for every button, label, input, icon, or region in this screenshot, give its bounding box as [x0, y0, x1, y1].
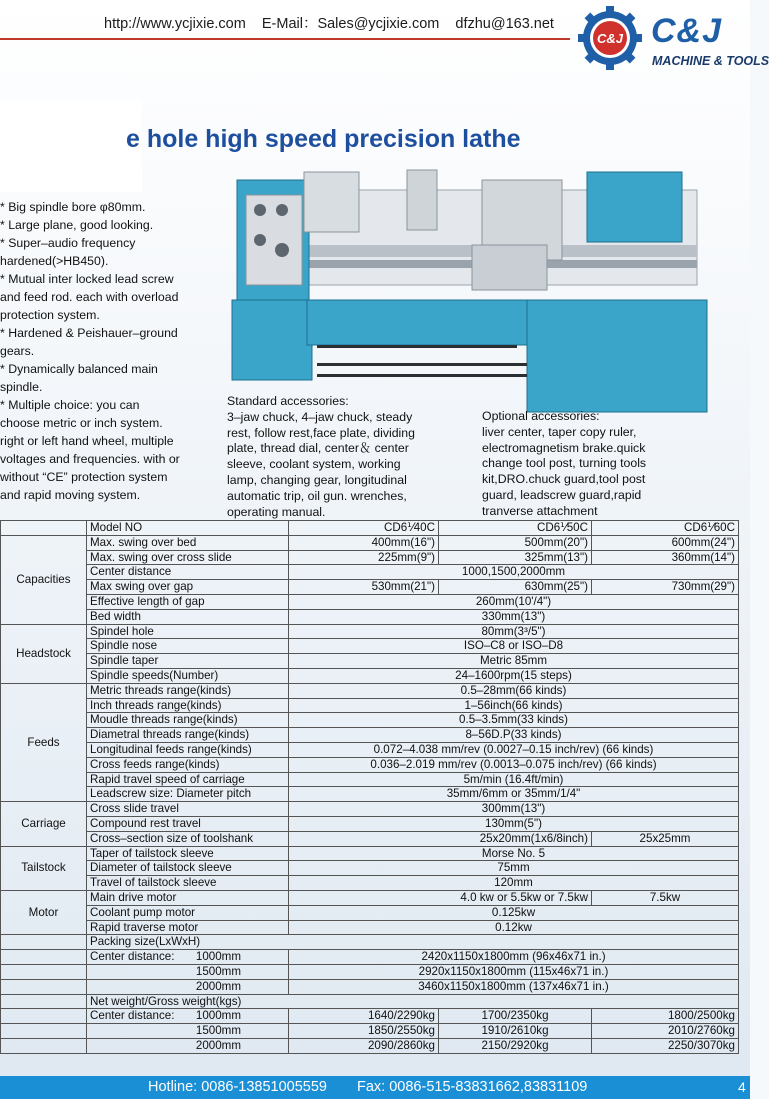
table-row: [1, 920, 739, 935]
row-label: Coolant pump motor: [87, 905, 289, 920]
table-cell: 360mm(14"): [592, 550, 739, 565]
table-cell: 300mm(13"): [289, 802, 739, 817]
brand-name: C&J: [651, 12, 723, 50]
table-cell: 0.125kw: [289, 905, 739, 920]
table-row: [1, 757, 739, 772]
contact-line: [104, 12, 566, 33]
table-row: [1, 728, 739, 743]
table-cell: 3460x1150x1800mm (137x46x71 in.): [289, 979, 739, 994]
table-cell: 1000,1500,2000mm: [289, 565, 739, 580]
table-cell: 25x20mm(1x6/8inch): [289, 831, 592, 846]
table-row: [1, 609, 739, 624]
group-capacities: Capacities: [1, 535, 87, 624]
row-label: Center distance: [87, 565, 289, 580]
center-distance-label: Center distance:: [90, 950, 175, 964]
table-row: [1, 905, 739, 920]
table-row: [1, 861, 739, 876]
table-row: [1, 580, 739, 595]
table-cell: 630mm(25"): [439, 580, 592, 595]
table-cell: 75mm: [289, 861, 739, 876]
feature-item: * Multiple choice: you can choose metric or inch system. right or left hand wheel, multiple voltages and frequencies. with or without “CE” protection system and rapid moving system.: [0, 398, 180, 502]
table-cell: 4.0 kw or 5.5kw or 7.5kw: [289, 890, 592, 905]
standard-accessories-text: 3–jaw chuck, 4–jaw chuck, steady rest, follow rest,face plate, dividing plate, thread dial, center＆ center sleeve, coolant system, working lamp, changing gear, longitudinal automatic trip, oil gun. wrenches, operating manual.: [227, 409, 415, 519]
row-label: Spindle speeds(Number): [87, 668, 289, 683]
optional-accessories-heading: Optional accessories:: [482, 409, 600, 423]
table-cell: 24–1600rpm(15 steps): [289, 668, 739, 683]
cropped-image-patch: [0, 100, 142, 192]
row-label: Cross–section size of toolshank: [87, 831, 289, 846]
model-cell: CD6⅟50C: [439, 521, 592, 536]
feature-item: * Big spindle bore φ80mm.: [0, 200, 146, 214]
row-label: Main drive motor: [87, 890, 289, 905]
table-cell: 2920x1150x1800mm (115x46x71 in.): [289, 964, 739, 979]
feature-item: * Super–audio frequency hardened(>HB450).: [0, 236, 136, 268]
standard-accessories: [227, 394, 427, 520]
table-cell: 1800/2500kg: [592, 1009, 739, 1024]
table-cell: 530mm(21"): [289, 580, 439, 595]
row-label: Cross slide travel: [87, 802, 289, 817]
model-cell: CD6⅟60C: [592, 521, 739, 536]
row-label: Max. swing over bed: [87, 535, 289, 550]
fax-text: Fax: 0086-515-83831662,83831109: [357, 1079, 588, 1095]
website-link[interactable]: http://www.ycjixie.com: [104, 16, 246, 32]
header-rule: [0, 38, 570, 40]
optional-accessories: [482, 409, 672, 520]
model-cell: CD6⅟40C: [289, 521, 439, 536]
feature-item: * Large plane, good looking.: [0, 218, 154, 232]
feature-item: * Mutual inter locked lead screw and feed rod. each with overload protection system.: [0, 272, 179, 322]
row-label: Bed width: [87, 609, 289, 624]
row-label: Metric threads range(kinds): [87, 683, 289, 698]
table-cell: 1–56inch(66 kinds): [289, 698, 739, 713]
table-row: [1, 846, 739, 861]
table-row: [1, 550, 739, 565]
row-label: 1500mm: [87, 964, 289, 979]
row-label: Longitudinal feeds range(kinds): [87, 742, 289, 757]
row-label: Compound rest travel: [87, 816, 289, 831]
table-cell: 5m/min (16.4ft/min): [289, 772, 739, 787]
table-cell: 2090/2860kg: [289, 1038, 439, 1053]
row-label: Spindle taper: [87, 654, 289, 669]
table-cell: 2010/2760kg: [592, 1024, 739, 1039]
table-cell: 500mm(20"): [439, 535, 592, 550]
row-label: [87, 950, 289, 965]
row-label: Taper of tailstock sleeve: [87, 846, 289, 861]
table-row: [1, 713, 739, 728]
table-cell: 0.5–28mm(66 kinds): [289, 683, 739, 698]
spec-table: [0, 520, 739, 1054]
table-row: [1, 964, 739, 979]
table-cell: 730mm(29"): [592, 580, 739, 595]
table-row: [1, 772, 739, 787]
table-cell: 8–56D.P(33 kinds): [289, 728, 739, 743]
distance-value: 1000mm: [195, 1009, 241, 1023]
table-cell: 1850/2550kg: [289, 1024, 439, 1039]
optional-accessories-text: liver center, taper copy ruler, electromagnetism brake.quick change tool post, turning tools kit,DRO.chuck guard,tool post guard, leadscrew guard,rapid tranverse attachment: [482, 424, 647, 518]
table-cell: 400mm(16"): [289, 535, 439, 550]
row-label: Effective length of gap: [87, 594, 289, 609]
hotline-text: Hotline: 0086-13851005559: [148, 1079, 327, 1095]
table-cell: 225mm(9"): [289, 550, 439, 565]
table-row: [1, 565, 739, 580]
table-cell: ISO–C8 or ISO–D8: [289, 639, 739, 654]
row-label: Inch threads range(kinds): [87, 698, 289, 713]
feature-item: * Dynamically balanced main spindle.: [0, 362, 158, 394]
email2-link[interactable]: dfzhu@163.net: [455, 16, 554, 32]
gear-logo-icon: [578, 6, 642, 70]
group-headstock: Headstock: [1, 624, 87, 683]
table-row: [1, 1038, 739, 1053]
model-label: Model NO: [87, 521, 289, 536]
lathe-machine-image: [232, 150, 712, 418]
table-cell: 1700/2350kg: [439, 1009, 592, 1024]
table-cell: 0.5–3.5mm(33 kinds): [289, 713, 739, 728]
table-cell: 7.5kw: [592, 890, 739, 905]
row-label: Max swing over gap: [87, 580, 289, 595]
standard-accessories-heading: Standard accessories:: [227, 394, 349, 408]
table-row: [1, 950, 739, 965]
table-cell: 600mm(24"): [592, 535, 739, 550]
table-row: [1, 831, 739, 846]
group-feeds: Feeds: [1, 683, 87, 801]
page-title: e hole high speed precision lathe: [126, 125, 521, 153]
email-link[interactable]: E-Mail：Sales@ycjixie.com: [261, 16, 440, 32]
table-row: [1, 979, 739, 994]
table-cell: 130mm(5"): [289, 816, 739, 831]
row-label: 2000mm: [87, 979, 289, 994]
table-row: [1, 1024, 739, 1039]
table-cell: 2150/2920kg: [439, 1038, 592, 1053]
table-row: [1, 639, 739, 654]
distance-value: 1000mm: [195, 950, 241, 964]
table-cell: 0.072–4.038 mm/rev (0.0027–0.15 inch/rev) (66 kinds): [289, 742, 739, 757]
row-label: Diametral threads range(kinds): [87, 728, 289, 743]
row-label: Travel of tailstock sleeve: [87, 876, 289, 891]
table-cell: 325mm(13"): [439, 550, 592, 565]
row-label: Rapid travel speed of carriage: [87, 772, 289, 787]
brand-tagline: MACHINE & TOOLS: [652, 54, 769, 68]
table-row: [1, 994, 739, 1009]
logo-badge-text: C&J: [596, 31, 624, 46]
feature-list: [0, 198, 182, 504]
table-cell: 0.12kw: [289, 920, 739, 935]
table-row: [1, 935, 739, 950]
group-motor: Motor: [1, 890, 87, 934]
table-row: [1, 742, 739, 757]
table-cell: 35mm/6mm or 35mm/1/4": [289, 787, 739, 802]
table-row: [1, 787, 739, 802]
table-row: [1, 668, 739, 683]
row-label: Cross feeds range(kinds): [87, 757, 289, 772]
table-row: [1, 890, 739, 905]
table-row: [1, 654, 739, 669]
row-label: 2000mm: [87, 1038, 289, 1053]
table-cell: 120mm: [289, 876, 739, 891]
row-label: Max. swing over cross slide: [87, 550, 289, 565]
table-row: [1, 876, 739, 891]
table-cell: 1640/2290kg: [289, 1009, 439, 1024]
page-number: 4: [738, 1079, 746, 1095]
group-tailstock: Tailstock: [1, 846, 87, 890]
table-row: [1, 683, 739, 698]
center-distance-label: Center distance:: [90, 1009, 175, 1023]
footer-contacts: [148, 1079, 613, 1095]
packing-label: Packing size(LxWxH): [87, 935, 739, 950]
table-cell: 0.036–2.019 mm/rev (0.0013–0.075 inch/rev) (66 kinds): [289, 757, 739, 772]
table-row: [1, 594, 739, 609]
table-cell: 1910/2610kg: [439, 1024, 592, 1039]
table-cell: Metric 85mm: [289, 654, 739, 669]
row-label: Diameter of tailstock sleeve: [87, 861, 289, 876]
feature-item: * Hardened & Peishauer–ground gears.: [0, 326, 178, 358]
row-label: Spindel hole: [87, 624, 289, 639]
footer-bar: [0, 1076, 750, 1099]
row-label: 1500mm: [87, 1024, 289, 1039]
row-label: Leadscrew size: Diameter pitch: [87, 787, 289, 802]
table-cell: 2250/3070kg: [592, 1038, 739, 1053]
table-cell: 80mm(3³/5"): [289, 624, 739, 639]
group-carriage: Carriage: [1, 802, 87, 846]
table-row: [1, 1009, 739, 1024]
table-row: [1, 624, 739, 639]
table-row: [1, 698, 739, 713]
table-row: [1, 802, 739, 817]
table-cell: 260mm(10'/4"): [289, 594, 739, 609]
table-cell: 330mm(13"): [289, 609, 739, 624]
table-cell: 2420x1150x1800mm (96x46x71 in.): [289, 950, 739, 965]
row-label: [87, 1009, 289, 1024]
row-label: Spindle nose: [87, 639, 289, 654]
weight-label: Net weight/Gross weight(kgs): [87, 994, 739, 1009]
table-cell: 25x25mm: [592, 831, 739, 846]
table-row: [1, 521, 739, 536]
table-row: [1, 816, 739, 831]
row-label: Rapid traverse motor: [87, 920, 289, 935]
row-label: Moudle threads range(kinds): [87, 713, 289, 728]
table-row: [1, 535, 739, 550]
table-cell: Morse No. 5: [289, 846, 739, 861]
